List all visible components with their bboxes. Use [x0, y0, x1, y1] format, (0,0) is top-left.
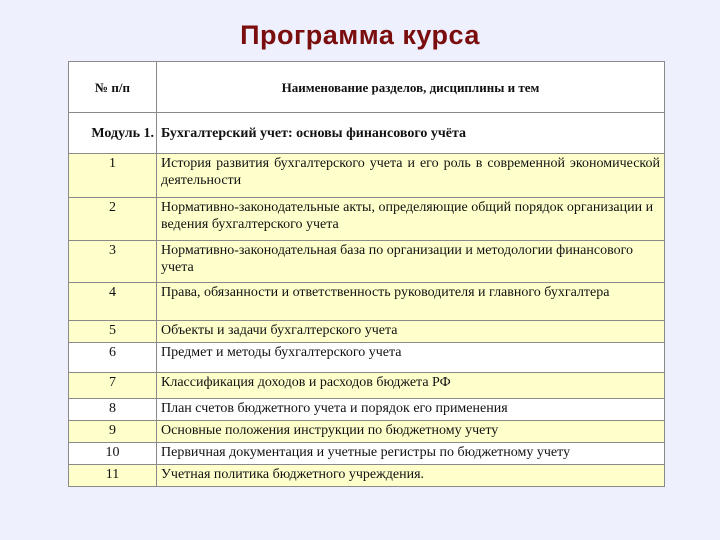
table-row	[69, 283, 665, 321]
table-row	[69, 154, 665, 198]
module-row	[69, 113, 665, 154]
table-row	[69, 321, 665, 343]
table-row	[69, 421, 665, 443]
page-title: Программа курса	[240, 20, 480, 50]
table-row	[69, 399, 665, 421]
table-row	[69, 198, 665, 241]
row-num: 7	[69, 373, 157, 399]
row-text: История развития бухгалтерского учета и его роль в современной экономической деятельности	[157, 154, 665, 198]
row-num: 4	[69, 283, 157, 321]
row-num: 6	[69, 343, 157, 373]
header-num: № п/п	[69, 62, 157, 113]
row-num: 1	[69, 154, 157, 198]
table-row	[69, 343, 665, 373]
table-row	[69, 465, 665, 487]
module-num: Модуль 1.	[69, 113, 157, 154]
course-program-table	[68, 61, 665, 487]
module-name: Бухгалтерский учет: основы финансового учёта	[157, 113, 665, 154]
row-num: 8	[69, 399, 157, 421]
row-text: Нормативно-законодательные акты, определяющие общий порядок организации и ведения бухгалтерского учета	[157, 198, 665, 241]
row-text: Права, обязанности и ответственность руководителя и главного бухгалтера	[157, 283, 665, 321]
row-text: Учетная политика бюджетного учреждения.	[157, 465, 665, 487]
table-row	[69, 443, 665, 465]
table-row	[69, 241, 665, 283]
row-text: Объекты и задачи бухгалтерского учета	[157, 321, 665, 343]
table-header-row	[69, 62, 665, 113]
row-text: План счетов бюджетного учета и порядок его применения	[157, 399, 665, 421]
row-num: 10	[69, 443, 157, 465]
row-text: Первичная документация и учетные регистры по бюджетному учету	[157, 443, 665, 465]
table-row	[69, 373, 665, 399]
header-name: Наименование разделов, дисциплины и тем	[157, 62, 665, 113]
row-num: 9	[69, 421, 157, 443]
row-num: 5	[69, 321, 157, 343]
row-num: 2	[69, 198, 157, 241]
row-text: Классификация доходов и расходов бюджета РФ	[157, 373, 665, 399]
row-num: 3	[69, 241, 157, 283]
row-text: Нормативно-законодательная база по организации и методологии финансового учета	[157, 241, 665, 283]
row-text: Основные положения инструкции по бюджетному учету	[157, 421, 665, 443]
row-text: Предмет и методы бухгалтерского учета	[157, 343, 665, 373]
row-num: 11	[69, 465, 157, 487]
